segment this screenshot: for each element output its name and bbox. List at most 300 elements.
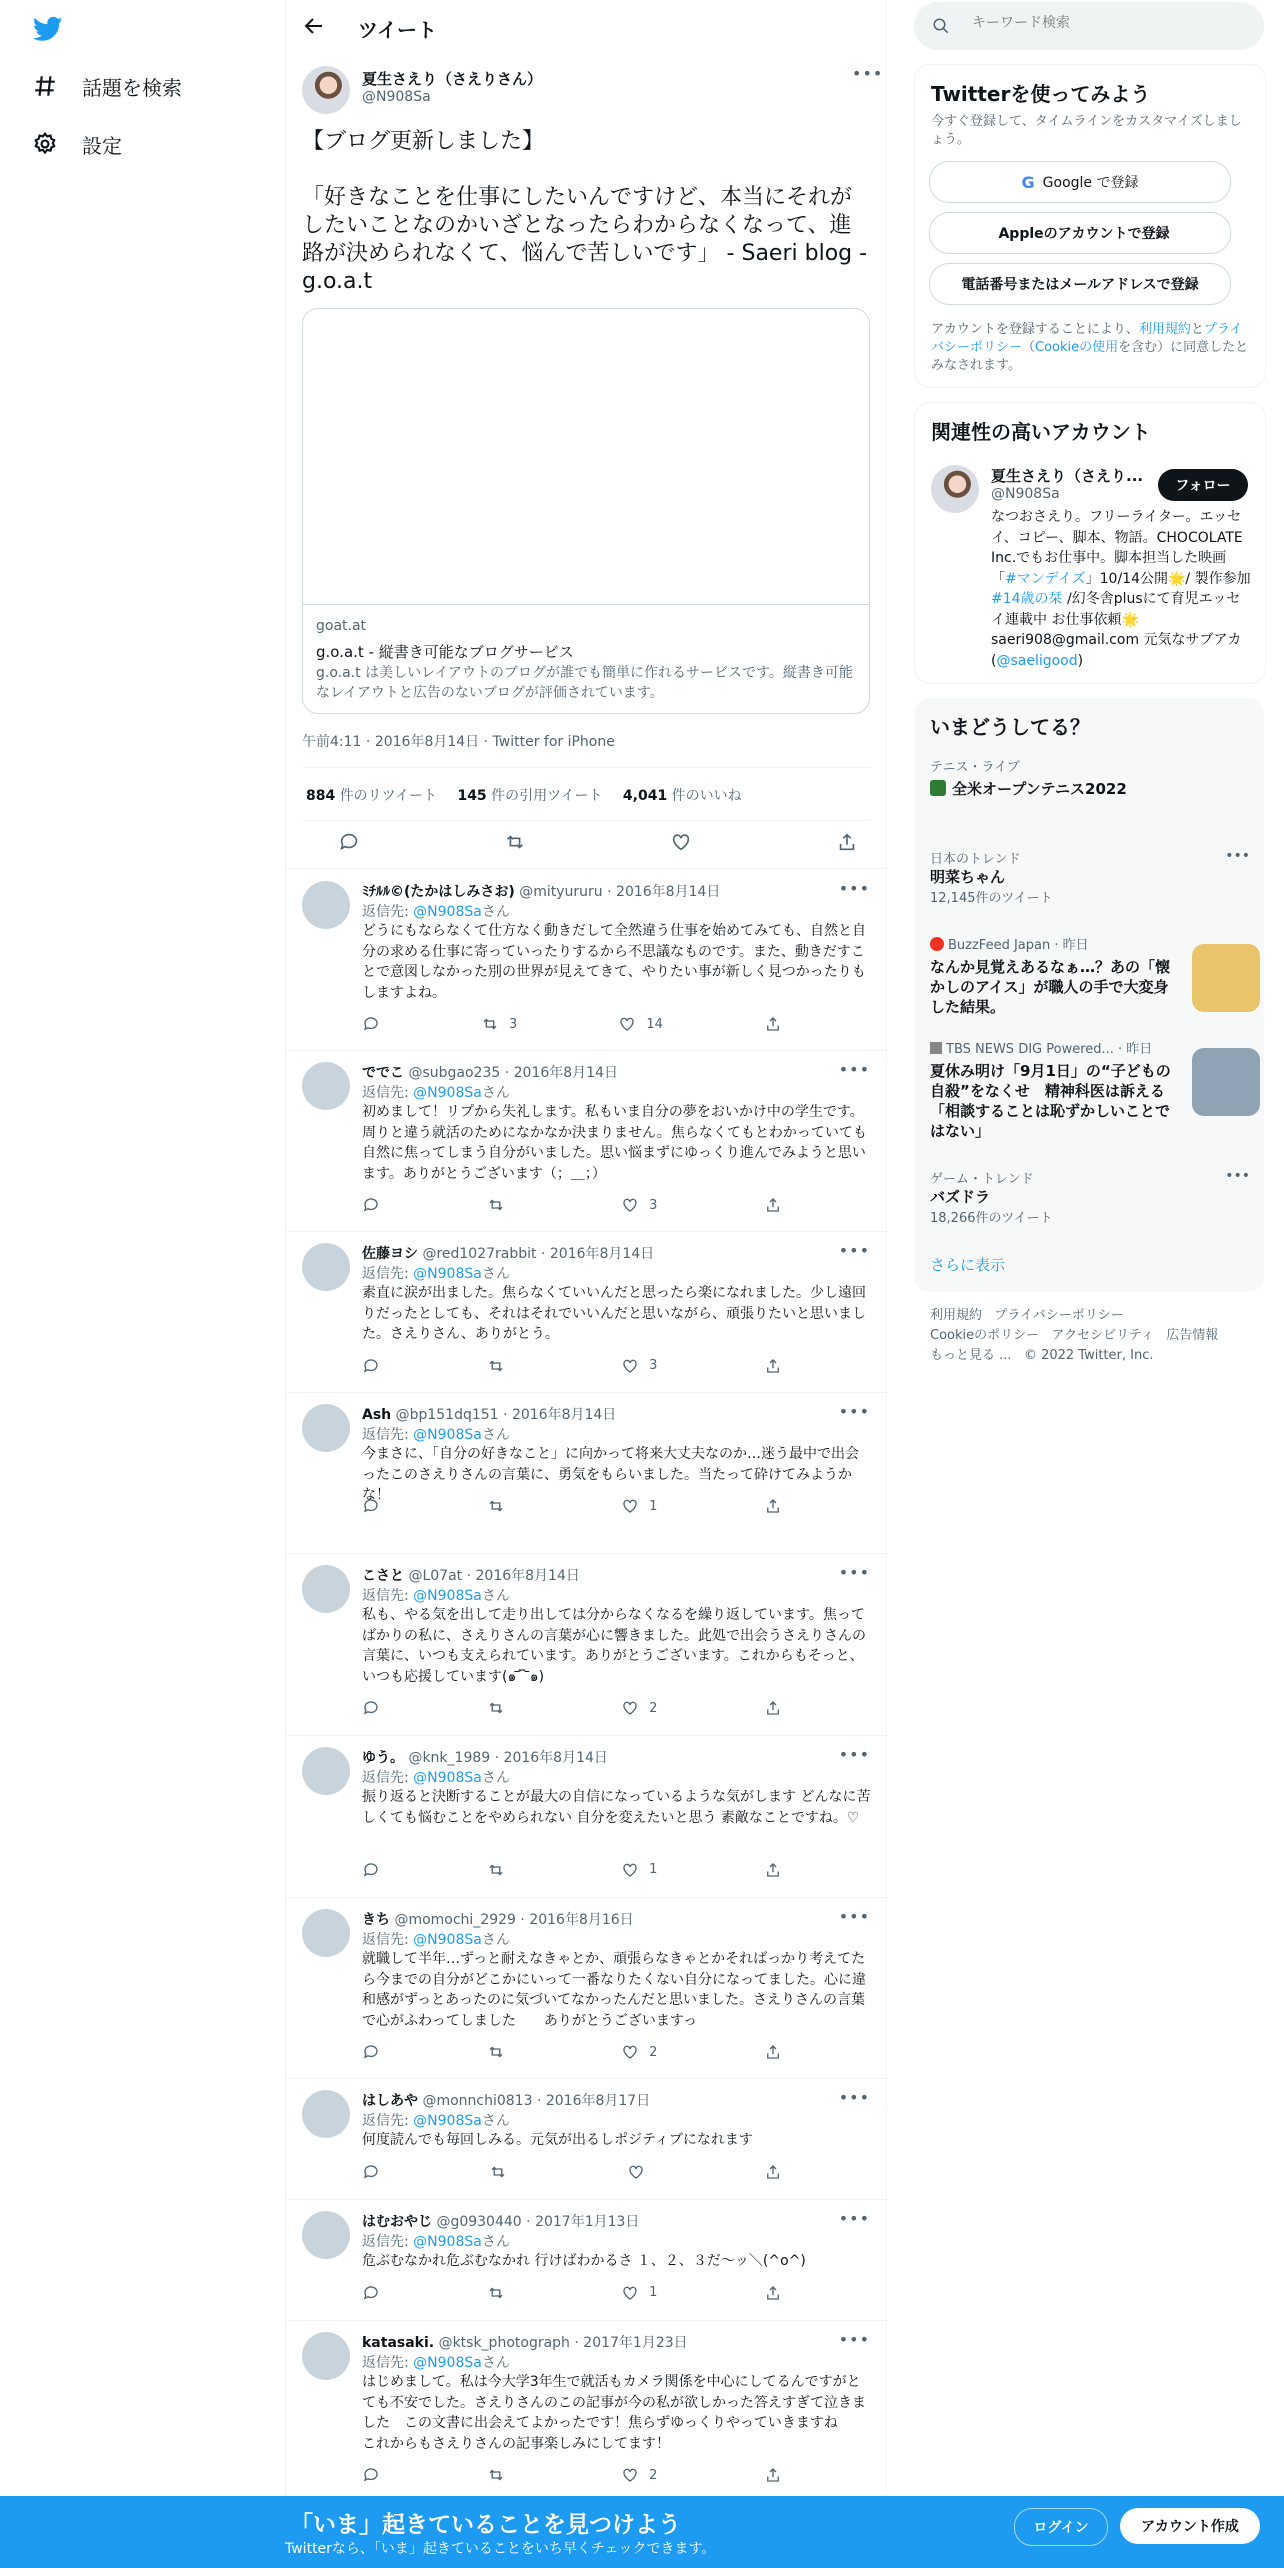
retweet-count: 3: [509, 1016, 518, 1032]
like-button[interactable]: [621, 2466, 657, 2484]
trend-category: TBS NEWS DIG Powered... · 昨日: [946, 1042, 1153, 1057]
reply-to-mention[interactable]: @N908Sa: [413, 1427, 482, 1443]
reply-date[interactable]: 2017年1月13日: [535, 2214, 640, 2230]
follow-button[interactable]: フォロー: [1158, 469, 1248, 501]
reply-to-label: 返信先:: [362, 904, 409, 920]
share-icon: [764, 1861, 782, 1879]
trend-category-row: [930, 934, 1180, 953]
reply-icon: [362, 1497, 380, 1515]
share-icon: [764, 1357, 782, 1375]
reply-to-suffix: さん: [481, 2355, 510, 2371]
trend-title: 夏休み明け「9月1日」の“子どもの自殺”をなくせ 精神科医は訴える「相談することは恥ずかしいことではない」: [930, 1062, 1171, 1140]
reply-to-label: 返信先:: [362, 1770, 409, 1786]
share-button[interactable]: [764, 2466, 782, 2484]
like-count: 1: [649, 1498, 658, 1514]
avatar[interactable]: [931, 465, 979, 513]
reply-tweet[interactable]: [286, 2199, 886, 2321]
twitter-logo-icon[interactable]: [33, 14, 63, 44]
trend-count: 12,145件のツイート: [930, 891, 1053, 906]
avatar[interactable]: [302, 881, 350, 929]
reply-header: きち @momochi_2929 · 2016年8月16日: [362, 1912, 634, 1928]
tweet-text: 【ブログ更新しました】 「好きなことを仕事にしたいんですけど、本当にそれがしたいことなのかいざとなったらわからなくなって、進路が決められなくて、悩んで苦しいです」 - Saeri blog - g.o.a.t: [302, 129, 868, 294]
reply-actions: [362, 1699, 782, 1717]
retweet-icon: [487, 2043, 505, 2061]
more-options-icon[interactable]: •••: [838, 2209, 870, 2228]
retweet-button[interactable]: [481, 1015, 517, 1033]
related-handle[interactable]: @N908Sa: [991, 486, 1060, 502]
like-count: 2: [649, 2467, 658, 2483]
like-icon: [621, 1699, 639, 1717]
reply-author-name[interactable]: Ash: [362, 1407, 392, 1423]
reply-icon: [362, 1357, 380, 1375]
reply-author-handle[interactable]: @mityururu: [519, 884, 603, 900]
email-signup-button[interactable]: [929, 263, 1231, 305]
trend-item[interactable]: [930, 1168, 1250, 1226]
hashtag-link[interactable]: #マンデイズ: [1005, 570, 1086, 587]
trend-item[interactable]: [930, 848, 1250, 906]
reply-text: どうにもならなくて仕方なく動きだして全然違う仕事を始めてみても、自然と自分の求める仕事に寄っていったりするから不思議なものです。また、動きだすことで意図しなかった別の世界が見えてきて、やりたい事が新しく見つかったりもしますよね。: [362, 923, 866, 1001]
reply-author-name[interactable]: はしあや: [362, 2093, 418, 2109]
reply-to-suffix: さん: [481, 1770, 510, 1786]
reply-to-label: 返信先:: [362, 1932, 409, 1948]
avatar[interactable]: [302, 1404, 350, 1452]
reply-date[interactable]: 2016年8月14日: [511, 1407, 617, 1423]
share-icon: [764, 1699, 782, 1717]
reply-date[interactable]: 2016年8月14日: [475, 1568, 580, 1584]
like-count: 1: [649, 2285, 658, 2300]
nav-explore-label: 話題を検索: [82, 75, 182, 100]
signup-title: Twitterを使ってみよう: [931, 82, 1151, 106]
reply-tweet[interactable]: [286, 1553, 886, 1736]
reply-to: [362, 901, 510, 921]
reply-tweet[interactable]: [286, 1231, 886, 1393]
show-more-link[interactable]: さらに表示: [930, 1256, 1006, 1274]
google-signup-label: Google で登録: [1042, 175, 1139, 191]
signup-button[interactable]: アカウント作成: [1120, 2508, 1260, 2544]
reply-tweet[interactable]: [286, 1050, 886, 1232]
retweet-stat[interactable]: [306, 788, 437, 804]
like-icon[interactable]: [670, 831, 692, 853]
trend-title: なんか見覚えあるなぁ…？あの「懐かしのアイス」が職人の手で大変身した結果。: [930, 958, 1171, 1016]
like-icon: [618, 1015, 636, 1033]
privacy-link[interactable]: プライバシーポリシー: [931, 322, 1243, 355]
reply-icon: [362, 2466, 380, 2484]
retweet-button[interactable]: [487, 2284, 515, 2302]
footer-ads-link[interactable]: 広告情報: [1166, 1328, 1219, 1343]
bottom-signup-bar: [0, 2496, 1284, 2568]
reply-to-mention[interactable]: @N908Sa: [413, 2113, 482, 2129]
hashtag-link[interactable]: #14歳の栞: [991, 591, 1063, 607]
reply-to-mention[interactable]: @N908Sa: [413, 2355, 482, 2371]
gear-icon: [32, 131, 58, 157]
copyright: © 2022 Twitter, Inc.: [1023, 1348, 1154, 1363]
reply-date[interactable]: 2016年8月14日: [549, 1246, 655, 1262]
retweet-icon: [487, 1497, 505, 1515]
reply-icon: [362, 1015, 380, 1033]
more-options-icon[interactable]: •••: [838, 1563, 870, 1582]
reply-date[interactable]: 2016年8月14日: [513, 1065, 618, 1081]
share-button[interactable]: [764, 1861, 782, 1879]
retweet-icon: [487, 1699, 505, 1717]
reply-header: ゆう。 @knk_1989 · 2016年8月14日: [362, 1750, 608, 1766]
tweet-source[interactable]: Twitter for iPhone: [492, 734, 615, 750]
trend-category: 日本のトレンド: [930, 852, 1021, 867]
share-icon: [764, 2163, 782, 2181]
retweet-button[interactable]: [489, 2163, 517, 2181]
reply-icon: [362, 1699, 380, 1717]
reply-button[interactable]: [362, 2466, 380, 2484]
share-button[interactable]: [764, 1357, 782, 1375]
reply-actions: [362, 2043, 782, 2061]
reply-button[interactable]: [362, 1196, 380, 1214]
trend-item[interactable]: [930, 756, 1250, 799]
more-options-icon[interactable]: •••: [838, 879, 870, 898]
reply-text: 何度読んでも毎回しみる。元気が出るしポジティブになれます: [362, 2132, 753, 2148]
footer-terms-link[interactable]: 利用規約: [930, 1308, 983, 1323]
reply-actions: [362, 1196, 782, 1214]
reply-button[interactable]: [362, 2043, 380, 2061]
author-handle[interactable]: @N908Sa: [362, 89, 431, 105]
terms-link[interactable]: 利用規約: [1138, 322, 1191, 337]
like-icon: [621, 1196, 639, 1214]
divider: [302, 820, 870, 821]
reply-to: [362, 2110, 510, 2130]
reply-button[interactable]: [362, 1357, 380, 1375]
reply-author-handle[interactable]: @g0930440: [436, 2214, 522, 2230]
divider: [302, 767, 870, 768]
more-options-icon[interactable]: •••: [838, 1745, 870, 1764]
reply-author-handle[interactable]: @ktsk_photograph: [438, 2335, 570, 2351]
reply-header: こさと @L07at · 2016年8月14日: [362, 1568, 580, 1584]
share-button[interactable]: [764, 2043, 782, 2061]
retweet-icon: [487, 2284, 505, 2302]
like-button[interactable]: [621, 1196, 657, 1214]
mention-link[interactable]: @saeligood: [996, 652, 1078, 669]
tweet-meta: 午前4:11 · 2016年8月14日 · Twitter for iPhone: [302, 734, 615, 750]
bio-text: /幻冬舎plusにて育児エッセイ連載中 お仕事依頼🌟saeri908@gmail.com 元気なサブアカ(: [991, 591, 1242, 669]
reply-to-mention[interactable]: @N908Sa: [413, 2234, 482, 2250]
more-options-icon[interactable]: •••: [838, 2088, 870, 2107]
page-title: ツイート: [358, 18, 437, 42]
retweet-icon: [487, 1357, 505, 1375]
like-button[interactable]: [618, 1015, 663, 1033]
signup-panel: [914, 64, 1266, 388]
like-icon: [627, 2163, 645, 2181]
like-count: 2: [649, 2044, 658, 2060]
reply-actions: [362, 2163, 782, 2181]
reply-icon: [362, 1196, 380, 1214]
like-icon: [621, 1497, 639, 1515]
trend-title: 明菜ちゃん: [930, 868, 1006, 886]
trend-title: バズドラ: [930, 1188, 991, 1206]
more-options-icon[interactable]: •••: [1225, 1168, 1250, 1184]
retweet-button[interactable]: [487, 1699, 515, 1717]
tweet-time[interactable]: 午前4:11: [302, 734, 362, 750]
reply-to: [362, 1929, 510, 1949]
avatar[interactable]: [302, 1565, 350, 1613]
share-icon: [764, 1015, 782, 1033]
footer-cookie-link[interactable]: Cookieのポリシー: [930, 1328, 1040, 1343]
reply-author-name[interactable]: katasaki.: [362, 2335, 435, 2351]
reply-text: 初めまして！リプから失礼します。私もいま自分の夢をおいかけ中の学生です。周りと違う就活のためになかなか決まりません。焦らなくてもとわかっていても自然に焦ってしまう自分がいました。思い悩まずにゆっくり進んでみようと思います。ありがとうございます（；＿；）: [362, 1104, 867, 1182]
news-icon: [930, 1042, 942, 1054]
reply-author-handle[interactable]: @L07at: [408, 1568, 463, 1584]
reply-to-mention[interactable]: @N908Sa: [413, 1266, 482, 1282]
bottom-bar-title: 「いま」起きていることを見つけよう: [290, 2512, 681, 2538]
reply-to-mention[interactable]: @N908Sa: [413, 904, 482, 920]
like-stat-label: 件のいいね: [671, 788, 742, 804]
reply-to-mention[interactable]: @N908Sa: [413, 1932, 482, 1948]
trend-category: ゲーム・トレンド: [930, 1172, 1034, 1187]
tweet-date[interactable]: 2016年8月14日: [374, 734, 480, 750]
reply-author-name[interactable]: ﾐﾁﾙﾙ©(たかはしみさお): [362, 884, 515, 900]
reply-text: 私も、やる気を出して走り出しては分からなくなるを繰り返しています。焦ってばかりの私に、さえりさんの言葉が心に響きました。此処で出会うさえりさんの言葉に、いつも支えられています。ありがとうございます。これからもそっと、いつも応援しています(๑ ᷄ ᷇ ᷅๑): [362, 1607, 866, 1685]
like-icon: [621, 2284, 639, 2302]
nav-settings[interactable]: [32, 124, 122, 164]
reply-date[interactable]: 2017年1月23日: [583, 2335, 688, 2351]
quote-stat[interactable]: [457, 788, 602, 804]
nav-settings-label: 設定: [82, 133, 122, 158]
reply-author-handle[interactable]: @red1027rabbit: [422, 1246, 537, 1262]
like-button[interactable]: [621, 2043, 657, 2061]
google-signup-button[interactable]: [929, 161, 1231, 203]
reply-header: 佐藤ヨシ @red1027rabbit · 2016年8月14日: [362, 1246, 655, 1262]
legal-text: アカウントを登録することにより、: [931, 322, 1139, 337]
reply-header: はしあや @monnchi0813 · 2016年8月17日: [362, 2093, 651, 2109]
reply-tweet[interactable]: [286, 1897, 886, 2079]
more-options-icon[interactable]: •••: [852, 64, 884, 83]
share-icon: [764, 2284, 782, 2302]
legal-text: と: [1190, 322, 1204, 337]
card-description: g.o.a.t は美しいレイアウトのブログが誰でも簡単に作れるサービスです。縦書き可能なレイアウトと広告のないブログが評価されています。: [316, 665, 853, 701]
reply-to-mention[interactable]: @N908Sa: [413, 1588, 482, 1604]
avatar[interactable]: [302, 2090, 350, 2138]
reply-tweet[interactable]: [286, 2078, 886, 2200]
login-button[interactable]: ログイン: [1014, 2508, 1108, 2546]
retweet-button[interactable]: [487, 1497, 515, 1515]
apple-signup-button[interactable]: [929, 212, 1231, 254]
more-options-icon[interactable]: •••: [838, 1060, 870, 1079]
avatar[interactable]: [302, 2332, 350, 2380]
reply-date[interactable]: 2016年8月14日: [503, 1750, 608, 1766]
reply-author-handle[interactable]: @momochi_2929: [394, 1912, 516, 1928]
reply-button[interactable]: [362, 2284, 380, 2302]
reply-text: 振り返ると決断することが最大の自信になっているような気がします どんなに苦しくても悩むことをやめられない 自分を変えたいと思う 素敵なことですね。♡: [362, 1789, 871, 1826]
reply-actions: [362, 1357, 782, 1375]
reply-date[interactable]: 2016年8月14日: [616, 884, 721, 900]
reply-author-name[interactable]: はむおやじ: [362, 2214, 432, 2230]
tweet-stats: [306, 785, 742, 805]
reply-tweet[interactable]: [286, 2320, 886, 2497]
trends-panel: [914, 698, 1264, 1292]
retweet-button[interactable]: [487, 1861, 515, 1879]
share-button[interactable]: [764, 1699, 782, 1717]
reply-icon: [362, 2284, 380, 2302]
reply-button[interactable]: [362, 2163, 380, 2181]
retweet-icon: [487, 2466, 505, 2484]
reply-author-handle[interactable]: @bp151dq151: [395, 1407, 499, 1423]
reply-to-suffix: さん: [481, 1427, 510, 1443]
reply-actions: [362, 1497, 782, 1515]
reply-to-suffix: さん: [481, 1085, 510, 1101]
reply-date[interactable]: 2016年8月17日: [545, 2093, 651, 2109]
reply-actions: [362, 2466, 782, 2484]
like-count: 4,041: [622, 788, 668, 804]
signup-subtitle: 今すぐ登録して、タイムラインをカスタマイズしましょう。: [931, 114, 1242, 147]
more-options-icon[interactable]: •••: [838, 1241, 870, 1260]
like-button[interactable]: [621, 1861, 657, 1879]
back-arrow-icon[interactable]: [302, 14, 326, 38]
retweet-stat-label: 件のリツイート: [339, 788, 437, 804]
share-button[interactable]: [764, 2163, 782, 2181]
avatar[interactable]: [302, 1062, 350, 1110]
retweet-icon[interactable]: [504, 831, 526, 853]
avatar[interactable]: [302, 1243, 350, 1291]
share-icon: [764, 2466, 782, 2484]
reply-author-handle[interactable]: @subgao235: [408, 1065, 501, 1081]
more-options-icon[interactable]: •••: [838, 2330, 870, 2349]
signup-legal: [931, 321, 1251, 375]
avatar[interactable]: [302, 2211, 350, 2259]
reply-icon: [362, 2043, 380, 2061]
footer-accessibility-link[interactable]: アクセシビリティ: [1051, 1328, 1154, 1343]
share-button[interactable]: [764, 1196, 782, 1214]
reply-author-name[interactable]: きち: [362, 1912, 390, 1928]
like-stat[interactable]: [623, 788, 742, 804]
share-icon[interactable]: [836, 831, 858, 853]
more-options-icon[interactable]: •••: [838, 1907, 870, 1926]
reply-to-label: 返信先:: [362, 2113, 409, 2129]
like-button[interactable]: [621, 1497, 657, 1515]
search-input[interactable]: [970, 14, 1244, 32]
search-box[interactable]: [914, 2, 1264, 50]
footer-links: [930, 1306, 1260, 1366]
reply-to-mention[interactable]: @N908Sa: [413, 1085, 482, 1101]
reply-header: はむおやじ @g0930440 · 2017年1月13日: [362, 2214, 640, 2230]
nav-explore[interactable]: [32, 66, 182, 106]
like-button[interactable]: [621, 1699, 657, 1717]
trend-category: BuzzFeed Japan · 昨日: [948, 938, 1089, 953]
reply-author-name[interactable]: 佐藤ヨシ: [362, 1246, 418, 1262]
retweet-icon: [481, 1015, 499, 1033]
like-count: 3: [649, 1358, 658, 1373]
like-button[interactable]: [621, 2284, 657, 2302]
card-title: g.o.a.t - 縦書き可能なブログサービス: [316, 643, 574, 661]
reply-to-suffix: さん: [481, 904, 510, 920]
more-options-icon[interactable]: •••: [1225, 848, 1250, 864]
related-accounts-panel: [914, 402, 1266, 684]
reply-to: [362, 1585, 510, 1605]
trends-title: いまどうしてる？: [930, 715, 1090, 739]
like-count: 2: [649, 1700, 658, 1716]
more-options-icon[interactable]: •••: [838, 1402, 870, 1421]
avatar[interactable]: [302, 66, 350, 114]
retweet-button[interactable]: [487, 1196, 515, 1214]
trend-thumbnail: [1192, 944, 1260, 1012]
google-icon: G: [1021, 172, 1035, 192]
reply-button[interactable]: [362, 1861, 380, 1879]
retweet-button[interactable]: [487, 2043, 515, 2061]
reply-to-suffix: さん: [481, 1588, 510, 1604]
reply-icon: [362, 1861, 380, 1879]
quote-stat-label: 件の引用ツイート: [491, 788, 603, 804]
bio-text: 」10/14公開🌟/ 製作参加: [1085, 570, 1251, 587]
trend-item[interactable]: [930, 934, 1180, 1017]
share-button[interactable]: [764, 2284, 782, 2302]
reply-text: 就職して半年…ずっと耐えなきゃとか、頑張らなきゃとかそればっかり考えてたら今までの自分がどこかにいって一番なりたくない自分になってました。心に違和感がずっとあったのに気づいてなかったんだと思いました。さえりさんの言葉で心がふわってしました ありがとうございますっ: [362, 1951, 866, 2029]
reply-to-suffix: さん: [481, 2113, 510, 2129]
footer-more-link[interactable]: もっと見る ...: [930, 1348, 1012, 1363]
share-icon: [764, 1196, 782, 1214]
retweet-button[interactable]: [487, 1357, 515, 1375]
reply-text: 今まさに、「自分の好きなこと」に向かって将来大丈夫なのか…迷う最中で出会ったこのさえりさんの言葉に、勇気をもらいました。当たって砕けてみようかな！: [362, 1446, 859, 1503]
avatar[interactable]: [302, 1747, 350, 1795]
page-header: [286, 0, 886, 53]
reply-author-handle[interactable]: @monnchi0813: [422, 2093, 533, 2109]
tennis-icon: [930, 780, 946, 796]
bio-text: なつおさえり。フリーライター。エッセイ、コピー、脚本、物語。CHOCOLATE Inc.でもお仕事中。脚本担当した映画「: [991, 509, 1243, 587]
reply-to-mention[interactable]: @N908Sa: [413, 1770, 482, 1786]
reply-author-name[interactable]: ででこ: [362, 1065, 404, 1081]
like-count: 3: [649, 1197, 658, 1213]
footer-privacy-link[interactable]: プライバシーポリシー: [994, 1308, 1124, 1323]
trend-category: テニス・ライブ: [930, 760, 1020, 775]
reply-icon[interactable]: [338, 831, 360, 853]
avatar[interactable]: [302, 1909, 350, 1957]
reply-text: はじめまして。私は今大学3年生で就活もカメラ関係を中心にしてるんですがとても不安でした。さえりさんのこの記事が今の私が欲しかった答えすぎて泣きました この文書に出会えてよかったです！焦らずゆっくりやっていきますね これからもさえりさんの記事楽しみにしてます！: [362, 2374, 866, 2452]
reply-author-name[interactable]: こさと: [362, 1568, 404, 1584]
apple-signup-label: Appleのアカウントで登録: [998, 226, 1170, 242]
reply-to: [362, 2231, 510, 2251]
like-button[interactable]: [621, 1357, 657, 1375]
reply-author-handle[interactable]: @knk_1989: [408, 1750, 491, 1766]
link-card[interactable]: [302, 308, 870, 714]
reply-button[interactable]: [362, 1699, 380, 1717]
share-icon: [764, 1497, 782, 1515]
reply-icon: [362, 2163, 380, 2181]
reply-button[interactable]: [362, 1015, 380, 1033]
related-title: 関連性の高いアカウント: [931, 420, 1151, 444]
reply-to: [362, 1263, 510, 1283]
reply-tweet[interactable]: [286, 1735, 886, 1898]
reply-tweet[interactable]: [286, 869, 886, 1051]
retweet-button[interactable]: [487, 2466, 515, 2484]
like-button[interactable]: [627, 2163, 655, 2181]
author-name[interactable]: 夏生さえり（さえりさん）: [362, 70, 543, 88]
search-icon: [932, 17, 950, 35]
related-bio: [991, 507, 1251, 671]
share-icon: [764, 2043, 782, 2061]
card-image: [303, 309, 869, 605]
reply-text: 危ぶむなかれ危ぶむなかれ 行けばわかるさ １、２、３だ〜ッ＼(^o^): [362, 2253, 806, 2269]
like-icon: [621, 2043, 639, 2061]
quote-count: 145: [457, 788, 487, 804]
related-name[interactable]: 夏生さえり（さえり...: [991, 467, 1144, 485]
reply-button[interactable]: [362, 1497, 380, 1515]
trend-item[interactable]: [930, 1038, 1180, 1141]
share-button[interactable]: [764, 1015, 782, 1033]
reply-tweet[interactable]: [286, 1392, 886, 1554]
trend-thumbnail: [1192, 1048, 1260, 1116]
share-button[interactable]: [764, 1497, 782, 1515]
reply-to-label: 返信先:: [362, 1266, 409, 1282]
reply-header: ﾐﾁﾙﾙ©(たかはしみさお) @mityururu · 2016年8月14日: [362, 884, 721, 900]
reply-date[interactable]: 2016年8月16日: [529, 1912, 634, 1928]
cookie-link[interactable]: Cookieの使用: [1035, 340, 1119, 355]
reply-author-name[interactable]: ゆう。: [362, 1750, 404, 1766]
like-icon: [621, 1861, 639, 1879]
like-count: 1: [649, 1862, 658, 1877]
